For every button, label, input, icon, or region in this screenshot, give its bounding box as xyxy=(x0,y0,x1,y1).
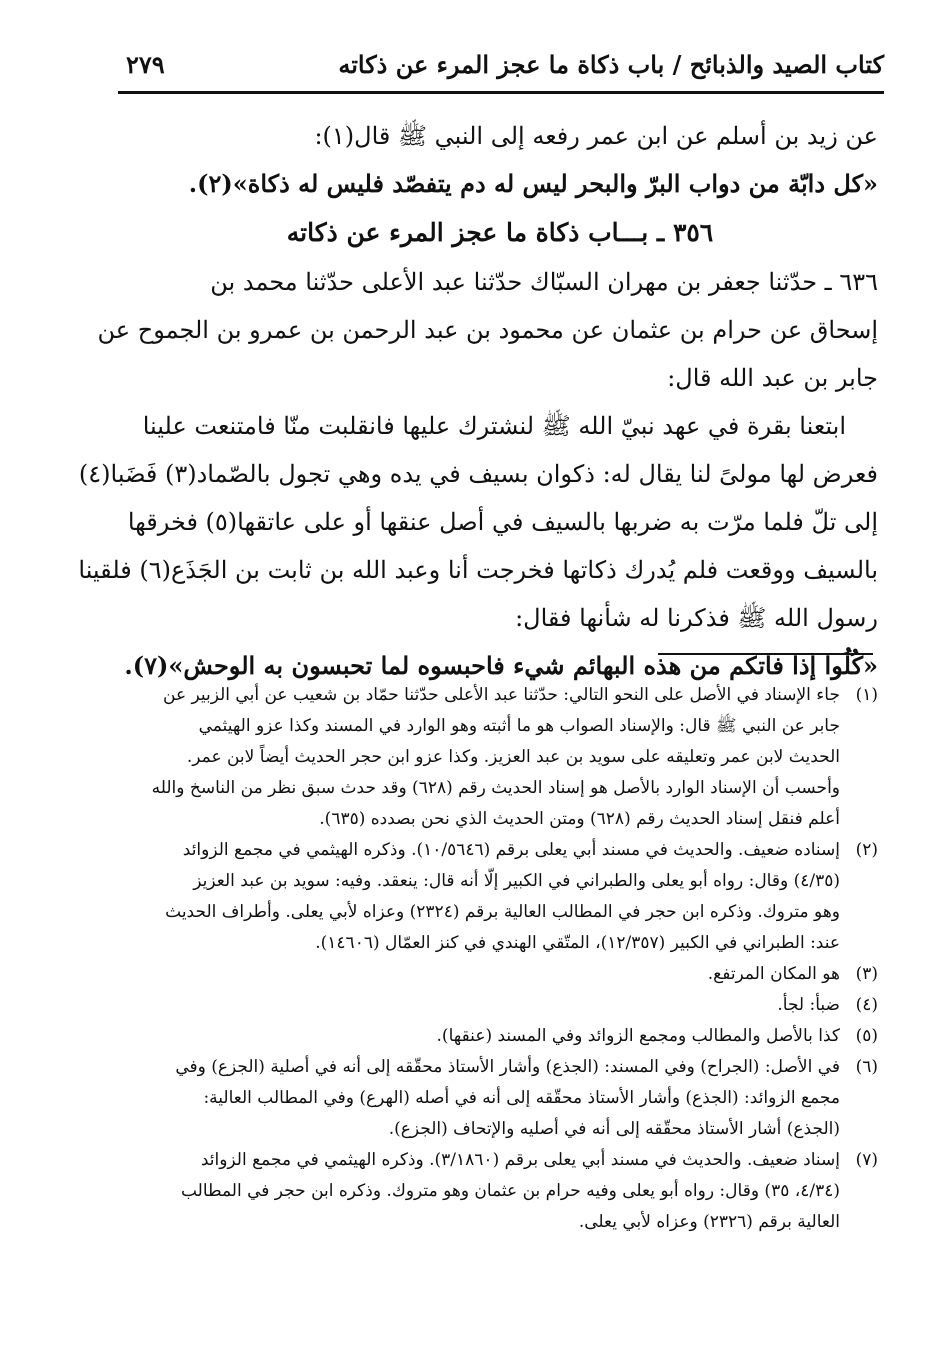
footnote-line: (الجذع) أشار الأستاذ محقّقه إلى أنه في أصليه والإتحاف (الجزع). xyxy=(388,1119,840,1139)
footnote-number: (٦) xyxy=(855,1057,878,1077)
footnote-line: ضبأ: لجأ. xyxy=(777,995,840,1015)
page-number: ٢٧٩ xyxy=(126,50,165,79)
footnote-number: (٤) xyxy=(855,995,878,1015)
footnote-line: في الأصل: (الجراح) وفي المسند: (الجذع) وأشار الأستاذ محقّقه إلى أنه في أصلية (الجزع) وفي xyxy=(175,1057,840,1077)
hadith-line: رسول الله ﷺ فذكرنا له شأنها فقال: xyxy=(515,604,878,632)
chapter-heading: ٣٥٦ ـ بـــاب ذكاة ما عجز المرء عن ذكاته xyxy=(286,218,714,247)
footnote-line: جابر عن النبي ﷺ قال: والإسناد الصواب هو ما أثبته وهو الوارد في المسند وكذا عزو الهيثمي xyxy=(198,716,840,736)
hadith-line: ابتعنا بقرة في عهد نبيّ الله ﷺ لنشترك عليها فانقلبت منّا فامتنعت علينا xyxy=(142,412,846,440)
footnote-line: هو المكان المرتفع. xyxy=(707,964,840,984)
footnote-number: (٢) xyxy=(855,840,878,860)
footnote-4 xyxy=(118,990,878,1021)
footnote-line: جاء الإسناد في الأصل على النحو التالي: حدّثنا عبد الأعلى حدّثنا حمّاد بن شعيب عن أبي الزبير عن xyxy=(163,685,840,705)
footnote-separator xyxy=(658,653,873,655)
hadith-line: إسحاق عن حرام بن عثمان عن محمود بن عبد الرحمن بن عمرو بن الجموح عن xyxy=(97,316,878,344)
hadith-line: بالسيف ووقعت فلم يُدرك ذكاتها فخرجت أنا وعبد الله بن ثابت بن الجَذَع(٦) فلقينا xyxy=(78,556,878,584)
footnote-number: (٧) xyxy=(855,1150,878,1170)
footnote-line: (٤/٣٤، ٣٥) وقال: رواه أبو يعلى وفيه حرام بن عثمان وهو متروك. وذكره ابن حجر في المطالب xyxy=(180,1181,840,1201)
running-header xyxy=(118,44,884,94)
footnote-line: كذا بالأصل والمطالب ومجمع الزوائد وفي المسند (عنقها). xyxy=(436,1026,840,1046)
intro-line: عن زيد بن أسلم عن ابن عمر رفعه إلى النبي ﷺ قال(١): xyxy=(314,122,878,150)
footnote-7 xyxy=(118,1145,878,1238)
hadith-final-quote: «كُلُوا إذا فاتكم من هذه البهائم شيء فاحبسوه لما تحبسون به الوحش»(٧). xyxy=(124,651,878,680)
footnote-2 xyxy=(118,835,878,959)
header-rule xyxy=(118,91,884,94)
footnote-line: إسناده ضعيف. والحديث في مسند أبي يعلى برقم (١٠/٥٦٤٦). وذكره الهيثمي في مجمع الزوائد xyxy=(182,840,840,860)
hadith-line: إلى تلّ فلما مرّت به ضربها بالسيف في أصل عنقها أو على عاتقها(٥) فخرقها xyxy=(127,508,878,536)
footnote-line: مجمع الزوائد: (الجذع) وأشار الأستاذ محقّقه إلى أنه في أصله (الهرع) وفي المطالب العالية: xyxy=(203,1088,840,1108)
hadith-quote: «كل دابّة من دواب البرّ والبحر ليس له دم يتفصّد فليس له ذكاة»(٢). xyxy=(188,169,878,198)
footnote-line: العالية برقم (٢٣٢٦) وعزاه لأبي يعلى. xyxy=(578,1212,840,1232)
footnote-line: (٤/٣٥) وقال: رواه أبو يعلى والطبراني في الكبير إلّا أنه قال: ينعقد. وفيه: سويد بن عبد العزيز xyxy=(193,871,840,891)
header-title: كتاب الصيد والذبائح / باب ذكاة ما عجز المرء عن ذكاته xyxy=(338,50,884,79)
hadith-line: فعرض لها مولىً لنا يقال له: ذكوان بسيف في يده وهي تجول بالصّماد(٣) فَضَبا(٤) xyxy=(78,460,878,488)
footnote-line: إسناد ضعيف. والحديث في مسند أبي يعلى برقم (٣/١٨٦٠). وذكره الهيثمي في مجمع الزوائد xyxy=(200,1150,840,1170)
footnote-6 xyxy=(118,1052,878,1145)
main-text xyxy=(78,112,878,690)
footnote-line: وهو متروك. وذكره ابن حجر في المطالب العالية برقم (٢٣٢٤) وعزاه لأبي يعلى. وأطراف الحديث xyxy=(165,902,840,922)
footnotes xyxy=(118,680,878,1238)
footnote-number: (٣) xyxy=(855,964,878,984)
hadith-line: جابر بن عبد الله قال: xyxy=(667,364,878,392)
footnote-line: وأحسب أن الإسناد الوارد بالأصل هو إسناد الحديث رقم (٦٢٨) وقد حدث سبق نظر من الناسخ والله xyxy=(151,778,840,798)
footnote-3 xyxy=(118,959,878,990)
footnote-number: (٥) xyxy=(855,1026,878,1046)
footnote-number: (١) xyxy=(855,685,878,705)
footnote-line: أعلم فنقل إسناد الحديث رقم (٦٢٨) ومتن الحديث الذي نحن بصدده (٦٣٥). xyxy=(319,809,840,829)
footnote-line: عند: الطبراني في الكبير (١٢/٣٥٧)، المتّقي الهندي في كنز العمّال (١٤٦٠٦). xyxy=(315,933,840,953)
footnote-5 xyxy=(118,1021,878,1052)
footnote-1 xyxy=(118,680,878,835)
footnote-line: الحديث لابن عمر وتعليقه على سويد بن عبد العزيز. وكذا عزو ابن حجر الحديث أيضاً لابن عمر. xyxy=(186,747,840,767)
hadith-line: ٦٣٦ ـ حدّثنا جعفر بن مهران السبّاك حدّثنا عبد الأعلى حدّثنا محمد بن xyxy=(210,268,878,296)
